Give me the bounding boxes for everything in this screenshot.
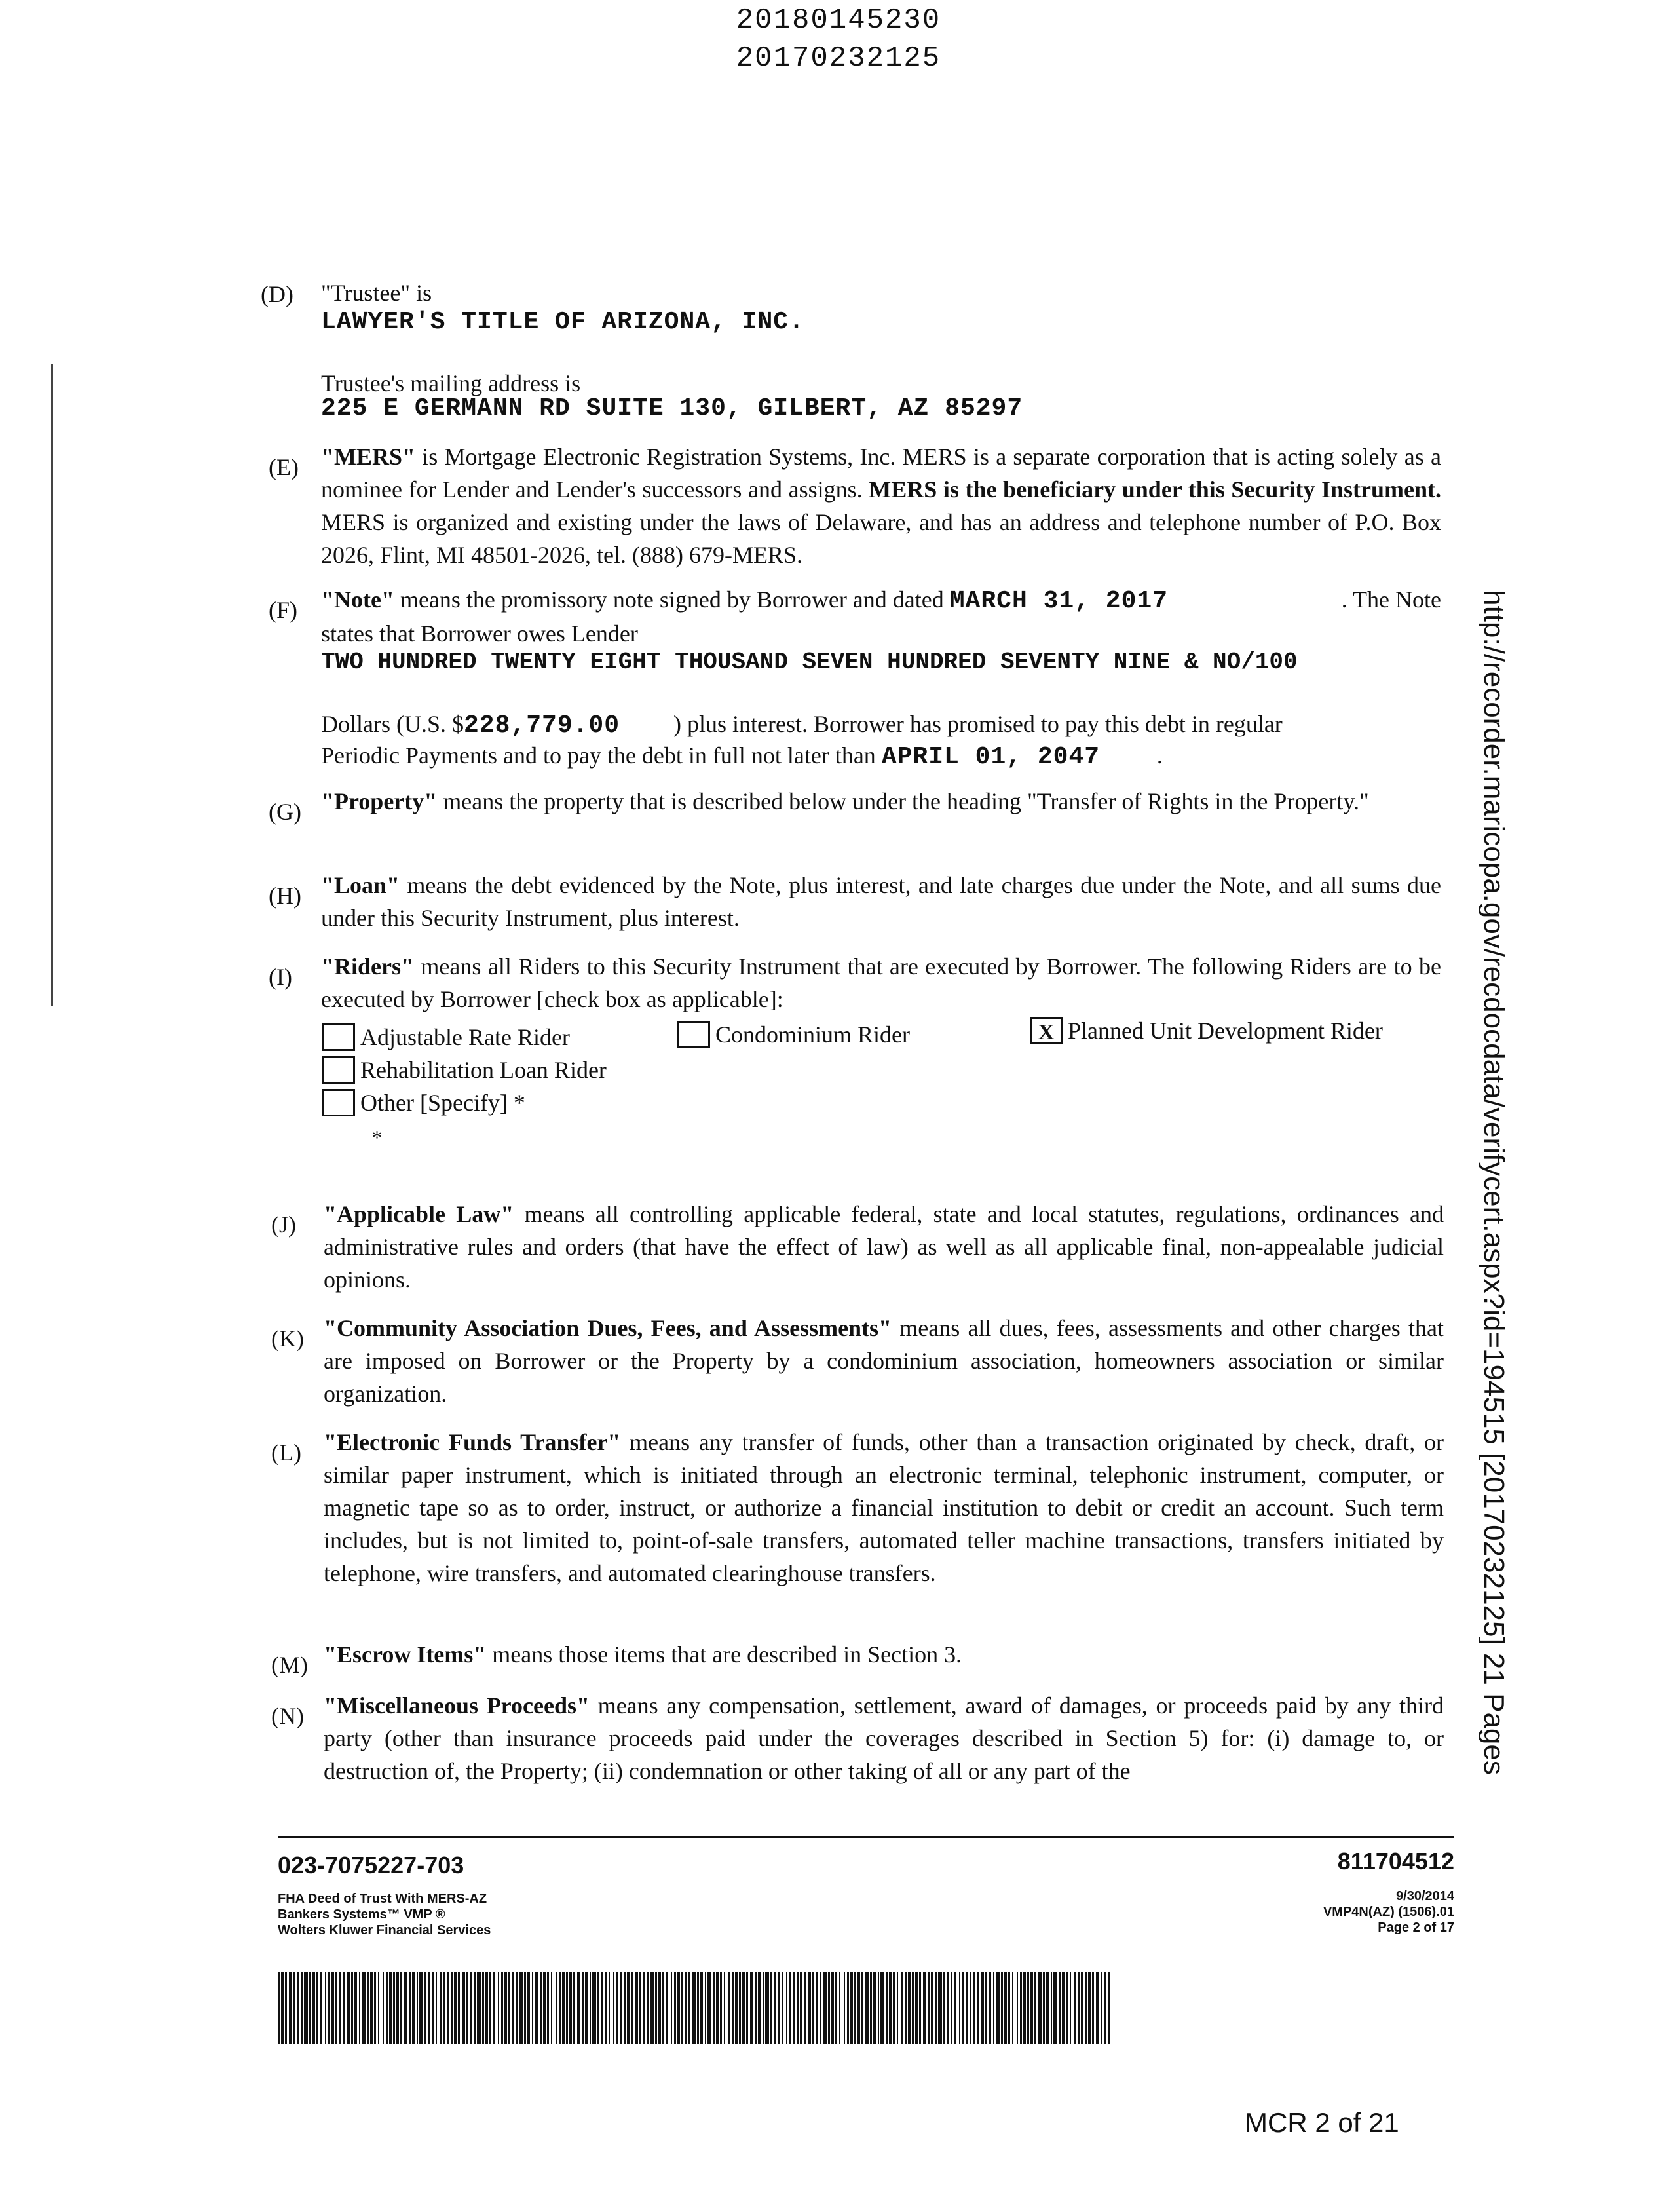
form-code: VMP4N(AZ) (1506).01 [1323, 1905, 1454, 1919]
section-m-text: "Escrow Items" means those items that are described in Section 3. [324, 1641, 962, 1668]
checkbox-planned-unit-development[interactable]: X [1030, 1017, 1063, 1044]
section-k-text: "Community Association Dues, Fees, and Assessments" means all dues, fees, assessments and other charges that are imposed on Borrower or the Property by a condominium association, homeowners association or similar organization. [324, 1315, 1444, 1407]
trustee-name: LAWYER'S TITLE OF ARIZONA, INC. [321, 308, 804, 336]
section-marker-j: (J) [271, 1211, 296, 1238]
term-riders: "Riders" [321, 953, 414, 980]
verification-url[interactable]: http://recorder.maricopa.gov/recdocdata/verifycert.aspx?id=194515 [20170232125] 21 Pages [1478, 590, 1510, 1775]
recording-number-1: 20180145230 [736, 4, 941, 37]
document-number: 811704512 [1337, 1848, 1454, 1875]
section-marker-i: (I) [269, 964, 292, 990]
section-marker-e: (E) [269, 454, 299, 480]
form-code-info [1245, 1888, 1454, 1936]
term-applicable-law: "Applicable Law" [324, 1201, 514, 1227]
term-mers: "MERS" [321, 444, 415, 470]
section-marker-l: (L) [271, 1440, 301, 1466]
section-f-periodic-line: Periodic Payments and to pay the debt in full not later than APRIL 01, 2047 . [321, 739, 1441, 774]
section-marker-f: (F) [269, 597, 297, 623]
mers-beneficiary-statement: MERS is the beneficiary under this Security Instrument. [869, 476, 1442, 503]
other-specify-asterisk: * [372, 1127, 382, 1149]
section-h-text: "Loan" means the debt evidenced by the Note, plus interest, and late charges due under the Note, and all sums due under this Security Instrument, plus interest. [321, 872, 1441, 931]
maturity-date: APRIL 01, 2047 [881, 743, 1101, 771]
section-e-text: "MERS" is Mortgage Electronic Registration Systems, Inc. MERS is a separate corporation that is acting solely as a nominee for Lender and Lender's successors and assigns. MERS is the beneficiary under this Security Instrument. MERS is organized and existing under the laws of Delaware, and has an address and telephone number of P.O. Box 2026, Flint, MI 48501-2026, tel. (888) 679-MERS. [321, 444, 1442, 568]
form-info [278, 1891, 491, 1938]
section-i-text: "Riders" means all Riders to this Security Instrument that are executed by Borrower. The following Riders are to be executed by Borrower [check box as applicable]: [321, 953, 1441, 1012]
term-electronic-funds-transfer: "Electronic Funds Transfer" [324, 1429, 621, 1455]
note-date: MARCH 31, 2017 [949, 587, 1169, 615]
scan-margin-line [51, 364, 53, 1006]
rider-adjustable-rate[interactable]: Adjustable Rate Rider [322, 1023, 570, 1051]
form-vendor: Bankers Systems™ VMP ® [278, 1907, 445, 1922]
section-marker-d: (D) [261, 281, 293, 307]
barcode-bar [1108, 1972, 1110, 2044]
checkbox-other[interactable] [322, 1089, 355, 1116]
section-marker-h: (H) [269, 883, 301, 909]
term-escrow-items: "Escrow Items" [324, 1641, 487, 1668]
section-l-text: "Electronic Funds Transfer" means any transfer of funds, other than a transaction originated by check, draft, or similar paper instrument, which is initiated through an electronic terminal, telephonic instrument, computer, or magnetic tape so as to order, instruct, or authorize a financial institution to debit or credit an account. Such term includes, but is not limited to, point-of-sale transfers, automated teller machine transactions, transfers initiated by telephone, wire transfers, and automated clearinghouse transfers. [324, 1429, 1444, 1586]
term-note: "Note" [321, 586, 394, 613]
term-property: "Property" [321, 788, 438, 814]
section-f-line2: states that Borrower owes Lender [321, 620, 638, 647]
term-community-association: "Community Association Dues, Fees, and Assessments" [324, 1315, 892, 1341]
term-loan: "Loan" [321, 872, 400, 898]
section-n-text: "Miscellaneous Proceeds" means any compensation, settlement, award of damages, or proceeds paid by any third party (other than insurance proceeds paid under the coverages described in Section 5) for: (i) damage to, or destruction of, the Property; (ii) condemnation or other taking of all or any part of the [324, 1692, 1444, 1784]
section-j-text: "Applicable Law" means all controlling applicable federal, state and local statutes, regulations, ordinances and administrative rules and orders (that have the effect of law) as well as all applicable final, non-appealable judicial opinions. [324, 1201, 1444, 1293]
rider-rehabilitation-loan[interactable]: Rehabilitation Loan Rider [322, 1056, 607, 1084]
section-marker-n: (N) [271, 1703, 304, 1729]
recording-number-2: 20170232125 [736, 42, 941, 75]
checkbox-adjustable-rate[interactable] [322, 1023, 355, 1051]
form-publisher: Wolters Kluwer Financial Services [278, 1923, 491, 1937]
rider-other[interactable]: Other [Specify] * [322, 1089, 525, 1116]
section-marker-k: (K) [271, 1325, 304, 1352]
form-date: 9/30/2014 [1396, 1889, 1454, 1903]
checkbox-condominium[interactable] [677, 1021, 710, 1048]
loan-number: 023-7075227-703 [278, 1852, 464, 1878]
trustee-intro: "Trustee" is [321, 280, 432, 306]
trustee-mailing-label: Trustee's mailing address is [321, 370, 581, 396]
section-marker-m: (M) [271, 1652, 308, 1678]
trustee-mailing-address: 225 E GERMANN RD SUITE 130, GILBERT, AZ 85297 [321, 394, 1023, 423]
mcr-page-indicator: MCR 2 of 21 [1245, 2107, 1399, 2138]
footer-divider [278, 1836, 1454, 1838]
loan-amount: 228,779.00 [464, 712, 620, 740]
term-miscellaneous-proceeds: "Miscellaneous Proceeds" [324, 1692, 590, 1719]
section-marker-g: (G) [269, 799, 301, 825]
section-f-line1: "Note" means the promissory note signed by Borrower and dated MARCH 31, 2017 . The Note [321, 583, 1441, 618]
rider-planned-unit-development[interactable]: X Planned Unit Development Rider [1030, 1017, 1383, 1044]
section-f-dollars-line: Dollars (U.S. $ 228,779.00 ) plus interest. Borrower has promised to pay this debt in regular [321, 708, 1441, 742]
checkbox-rehabilitation-loan[interactable] [322, 1056, 355, 1084]
section-g-text: "Property" means the property that is described below under the heading "Transfer of Rights in the Property." [321, 788, 1369, 814]
form-title: FHA Deed of Trust With MERS-AZ [278, 1892, 487, 1906]
rider-condominium[interactable]: Condominium Rider [677, 1021, 910, 1048]
page-number: Page 2 of 17 [1378, 1920, 1454, 1935]
barcode [278, 1972, 1110, 2044]
loan-amount-words: TWO HUNDRED TWENTY EIGHT THOUSAND SEVEN HUNDRED SEVENTY NINE & NO/100 [321, 649, 1298, 676]
